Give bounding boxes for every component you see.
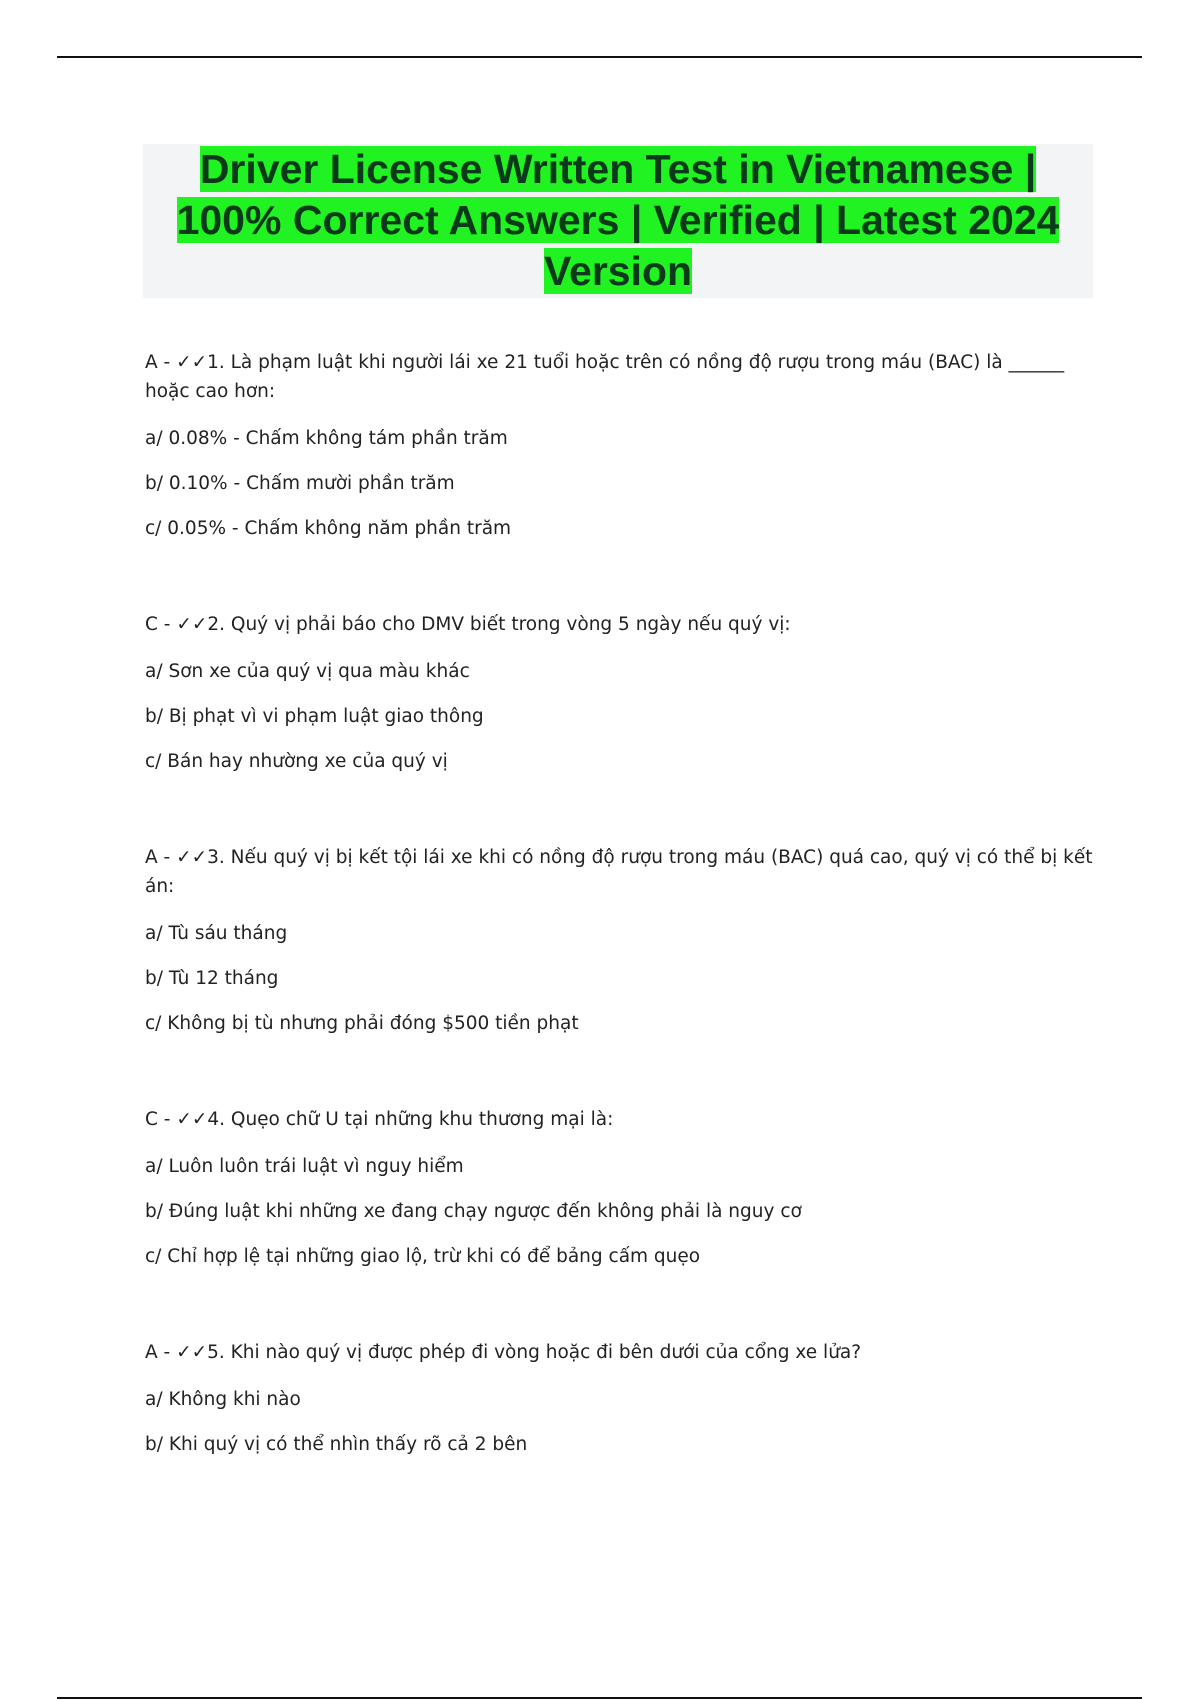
question-2 (145, 610, 1095, 774)
answer-option: a/ Luôn luôn trái luật vì nguy hiểm (145, 1156, 464, 1177)
answer-option: a/ Không khi nào (145, 1389, 301, 1410)
answer-option: b/ Khi quý vị có thể nhìn thấy rõ cả 2 bên (145, 1434, 528, 1455)
question-4 (145, 1105, 1095, 1269)
top-rule (57, 56, 1142, 58)
question-1 (145, 348, 1095, 541)
answer-option: a/ Tù sáu tháng (145, 923, 288, 944)
title-banner (143, 144, 1093, 298)
answer-option: c/ Không bị tù nhưng phải đóng $500 tiền phạt (145, 1013, 579, 1034)
question-text: C - ✓✓4. Quẹo chữ U tại những khu thương mại là: (145, 1109, 614, 1130)
answer-option: c/ 0.05% - Chấm không năm phần trăm (145, 518, 512, 539)
question-text: A - ✓✓3. Nếu quý vị bị kết tội lái xe khi có nồng độ rượu trong máu (BAC) quá cao, quý vị có thể bị kết án: (145, 847, 1093, 897)
answer-option: b/ 0.10% - Chấm mười phần trăm (145, 473, 455, 494)
bottom-rule (57, 1697, 1142, 1699)
question-text: C - ✓✓2. Quý vị phải báo cho DMV biết trong vòng 5 ngày nếu quý vị: (145, 614, 791, 635)
question-text: A - ✓✓5. Khi nào quý vị được phép đi vòng hoặc đi bên dưới của cổng xe lửa? (145, 1342, 862, 1363)
answer-option: a/ 0.08% - Chấm không tám phần trăm (145, 428, 508, 449)
answer-option: c/ Chỉ hợp lệ tại những giao lộ, trừ khi có để bảng cấm quẹo (145, 1246, 701, 1267)
answer-option: a/ Sơn xe của quý vị qua màu khác (145, 661, 470, 682)
answer-option: b/ Bị phạt vì vi phạm luật giao thông (145, 706, 484, 727)
answer-option: b/ Đúng luật khi những xe đang chạy ngược đến không phải là nguy cơ (145, 1201, 802, 1222)
answer-option: c/ Bán hay nhường xe của quý vị (145, 751, 448, 772)
question-text: A - ✓✓1. Là phạm luật khi người lái xe 21 tuổi hoặc trên có nồng độ rượu trong máu (BAC) là ______ hoặc cao hơn: (145, 352, 1065, 402)
question-5 (145, 1338, 1095, 1457)
answer-option: b/ Tù 12 tháng (145, 968, 279, 989)
question-3 (145, 843, 1095, 1036)
question-list (145, 348, 1095, 1457)
document-title: Driver License Written Test in Vietnamese | 100% Correct Answers | Verified | Latest 2024 Version (176, 146, 1060, 294)
